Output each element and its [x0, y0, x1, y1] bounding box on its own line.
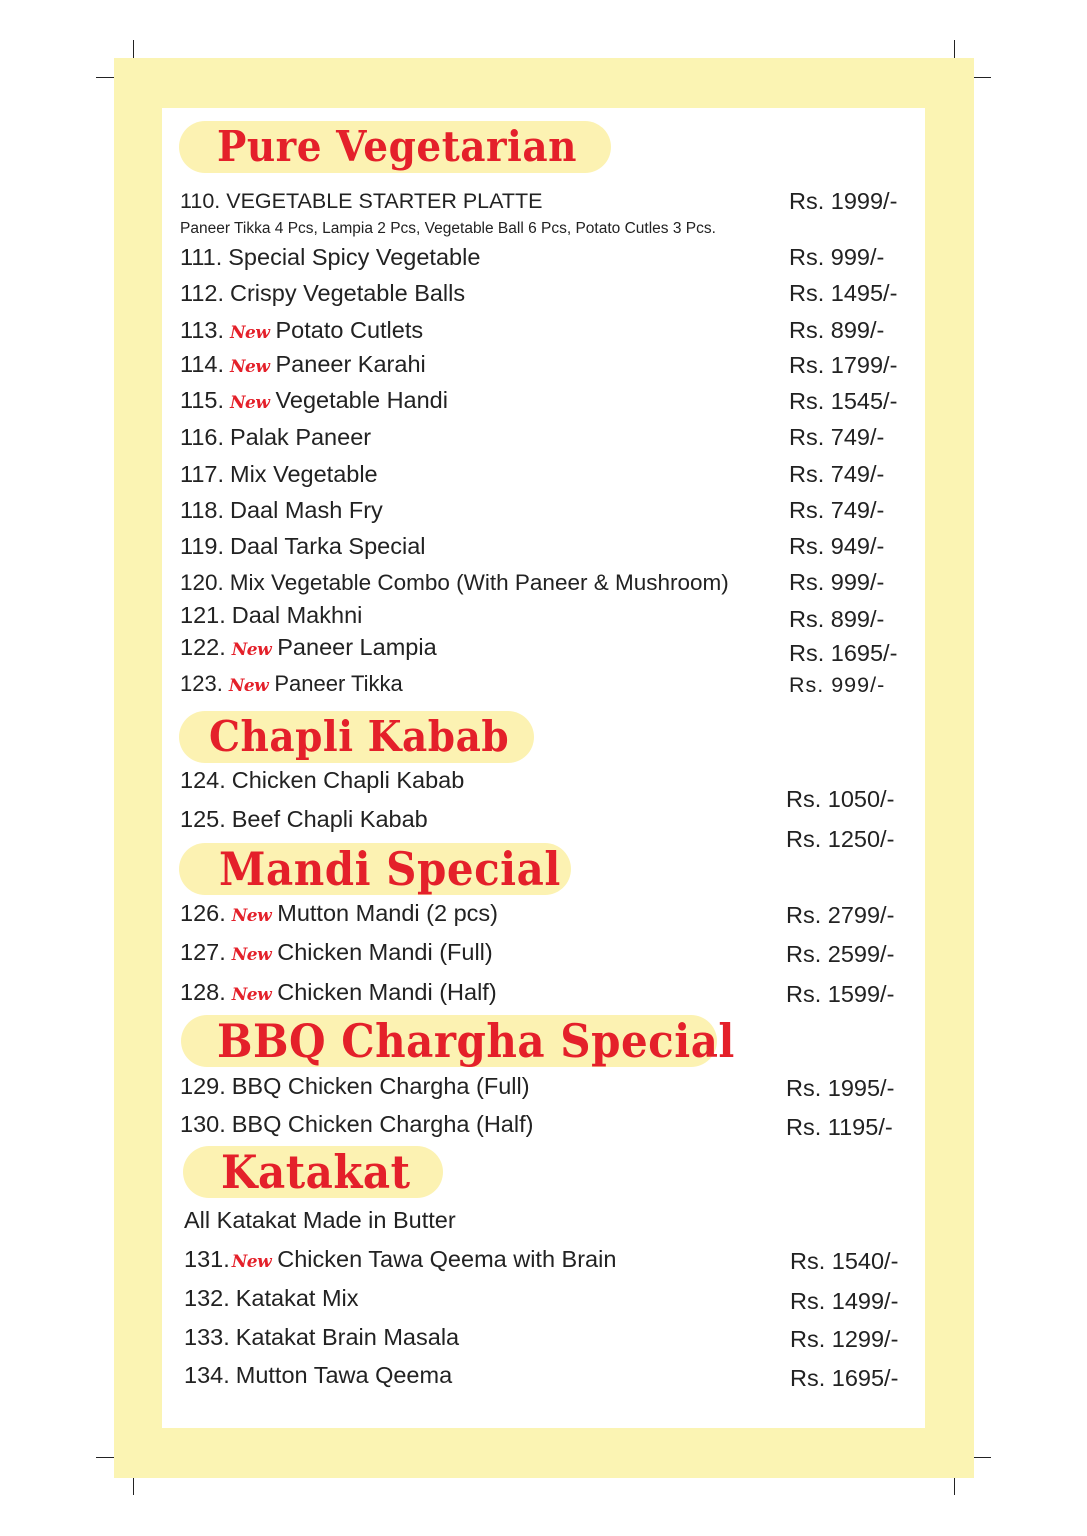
section-title: Pure Vegetarian: [217, 122, 577, 172]
new-badge: New: [231, 985, 272, 1005]
item-price: Rs. 1695/-: [790, 1365, 899, 1391]
crop-mark: [973, 1457, 991, 1458]
item-name: Paneer Lampia: [277, 634, 437, 660]
item-name: Chicken Mandi (Full): [277, 939, 493, 965]
item-number: 114.: [180, 351, 224, 377]
menu-item: [180, 600, 362, 630]
menu-item: [180, 385, 448, 418]
item-name: Katakat Brain Masala: [235, 1324, 460, 1350]
item-name: VEGETABLE STARTER PLATTE: [226, 189, 543, 213]
crop-mark: [133, 40, 134, 58]
section-title: BBQ Chargha Special: [217, 1014, 735, 1068]
section-header-mandi-special: [179, 843, 571, 895]
menu-item: [184, 1283, 359, 1313]
new-badge: New: [230, 393, 270, 413]
item-name: Daal Mash Fry: [230, 497, 383, 523]
menu-item: [180, 278, 465, 308]
menu-item: [180, 531, 426, 561]
item-number: 111.: [180, 244, 223, 270]
item-name: Chicken Chapli Kabab: [231, 767, 465, 793]
item-number: 118.: [180, 497, 224, 523]
section-note: [184, 1205, 456, 1235]
item-number: 129.: [180, 1073, 226, 1099]
item-number: 134.: [184, 1362, 230, 1388]
new-badge: New: [231, 640, 272, 660]
section-title: Chapli Kabab: [209, 712, 510, 762]
item-name: Chicken Tawa Qeema with Brain: [277, 1246, 617, 1272]
item-price: Rs. 1495/-: [789, 280, 898, 306]
menu-item: [180, 977, 497, 1010]
menu-item: [180, 765, 464, 795]
item-name: Palak Paneer: [230, 424, 372, 450]
item-description: Paneer Tikka 4 Pcs, Lampia 2 Pcs, Vegetable Ball 6 Pcs, Potato Cutles 3 Pcs.: [180, 220, 716, 237]
crop-mark: [973, 77, 991, 78]
menu-item: [180, 242, 480, 272]
item-name: Paneer Karahi: [275, 351, 426, 377]
menu-item: [180, 459, 378, 489]
menu-item: [180, 898, 498, 931]
section-header-chapli-kabab: [179, 711, 534, 763]
new-badge: New: [231, 1252, 272, 1272]
menu-item: [180, 349, 426, 382]
section-title: Mandi Special: [219, 842, 561, 896]
item-name: BBQ Chicken Chargha (Full): [231, 1073, 530, 1099]
item-name: Mix Vegetable: [230, 461, 378, 487]
crop-mark: [133, 1477, 134, 1495]
item-name: Katakat Mix: [235, 1285, 359, 1311]
crop-mark: [954, 40, 955, 58]
item-price: Rs. 949/-: [789, 533, 885, 559]
item-number: 122.: [180, 634, 226, 660]
item-name: BBQ Chicken Chargha (Half): [231, 1111, 534, 1137]
new-badge: New: [231, 906, 272, 926]
item-price: Rs. 2599/-: [786, 941, 895, 967]
new-badge: New: [230, 357, 270, 377]
katakat-note: All Katakat Made in Butter: [184, 1207, 456, 1233]
item-price: Rs. 1250/-: [786, 826, 895, 852]
item-price: Rs. 899/-: [789, 317, 885, 343]
new-badge: New: [230, 323, 270, 343]
item-number: 121.: [180, 602, 226, 628]
menu-item: [184, 1322, 459, 1352]
item-price: Rs. 1499/-: [790, 1288, 899, 1314]
item-number: 110.: [180, 189, 221, 213]
item-price: Rs. 1545/-: [789, 388, 898, 414]
item-name: Mutton Mandi (2 pcs): [277, 900, 498, 926]
item-name: Special Spicy Vegetable: [228, 244, 481, 270]
crop-mark: [96, 77, 114, 78]
item-number: 132.: [184, 1285, 230, 1311]
item-number: 131.: [184, 1246, 230, 1272]
item-price: Rs. 749/-: [789, 461, 885, 487]
item-price: Rs. 749/-: [789, 424, 885, 450]
item-price: Rs. 1999/-: [789, 188, 898, 214]
item-price: Rs. 1540/-: [790, 1248, 899, 1274]
item-name: Mutton Tawa Qeema: [235, 1362, 453, 1388]
section-title: Katakat: [221, 1145, 411, 1199]
item-number: 126.: [180, 900, 226, 926]
item-name: Daal Tarka Special: [230, 533, 426, 559]
item-price: Rs. 2799/-: [786, 902, 895, 928]
menu-item: [180, 422, 371, 452]
section-header-katakat: [183, 1146, 443, 1198]
menu-item: [180, 186, 542, 216]
item-name: Crispy Vegetable Balls: [230, 280, 466, 306]
item-price: Rs. 999/-: [789, 673, 886, 697]
item-price: Rs. 1195/-: [786, 1114, 893, 1140]
menu-item: [180, 495, 383, 525]
item-number: 127.: [180, 939, 226, 965]
item-price: Rs. 749/-: [789, 497, 885, 523]
item-name: Mix Vegetable Combo (With Paneer & Mushroom): [229, 570, 729, 595]
item-name: Potato Cutlets: [275, 317, 424, 343]
item-price: Rs. 999/-: [789, 569, 885, 595]
item-number: 116.: [180, 424, 224, 450]
item-number: 130.: [180, 1111, 226, 1137]
item-price: Rs. 1995/-: [786, 1075, 895, 1101]
item-number: 119.: [180, 533, 224, 559]
item-number: 133.: [184, 1324, 230, 1350]
item-number: 128.: [180, 979, 226, 1005]
item-number: 124.: [180, 767, 226, 793]
crop-mark: [954, 1477, 955, 1495]
crop-mark: [96, 1457, 114, 1458]
item-price: Rs. 1695/-: [789, 640, 898, 666]
new-badge: New: [228, 676, 269, 696]
item-number: 120.: [180, 570, 224, 595]
item-number: 113.: [180, 317, 224, 343]
item-name: Paneer Tikka: [274, 671, 403, 696]
item-name: Beef Chapli Kabab: [231, 806, 428, 832]
menu-item: [180, 315, 423, 348]
item-number: 125.: [180, 806, 226, 832]
section-header-pure-vegetarian: [179, 121, 611, 173]
item-price: Rs. 1050/-: [786, 786, 895, 812]
item-price: Rs. 899/-: [789, 606, 885, 632]
menu-item: [180, 669, 403, 701]
item-number: 117.: [180, 461, 224, 487]
new-badge: New: [231, 945, 272, 965]
item-name: Vegetable Handi: [275, 387, 448, 413]
item-price: Rs. 999/-: [789, 244, 885, 270]
menu-item: [180, 632, 437, 665]
menu-item: [180, 1071, 530, 1101]
item-name: Daal Makhni: [231, 602, 363, 628]
menu-item: [180, 1109, 533, 1139]
item-name: Chicken Mandi (Half): [277, 979, 497, 1005]
item-price: Rs. 1799/-: [789, 352, 898, 378]
section-header-bbq-chargha-special: [181, 1014, 735, 1068]
item-price: Rs. 1599/-: [786, 981, 895, 1007]
item-number: 112.: [180, 280, 224, 306]
item-number: 123.: [180, 671, 223, 696]
menu-item: [184, 1244, 616, 1277]
item-number: 115.: [180, 387, 224, 413]
menu-item: [180, 568, 729, 598]
item-price: Rs. 1299/-: [790, 1326, 899, 1352]
menu-item: [180, 937, 493, 970]
menu-item: [180, 804, 428, 834]
menu-item: [184, 1360, 452, 1390]
